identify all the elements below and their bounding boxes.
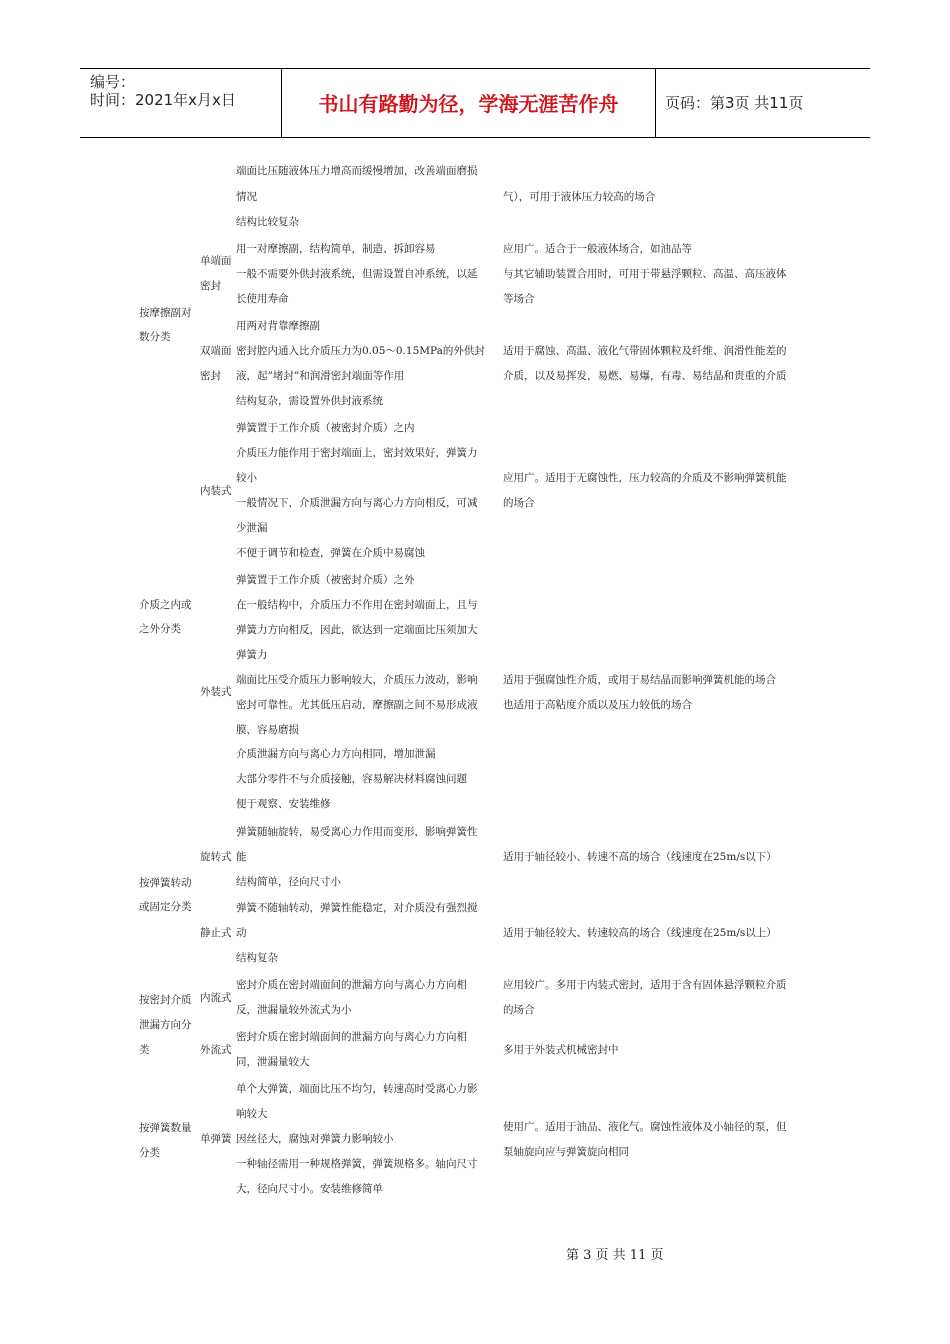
feature-line: 一般情况下，介质泄漏方向与离心力方向相反，可减 — [236, 497, 478, 509]
feature-line: 结构简单，径向尺寸小 — [236, 876, 341, 888]
application-line: 的场合 — [503, 497, 535, 509]
feature-line: 结构复杂 — [236, 952, 278, 964]
category-label: 按弹簧转动 — [139, 877, 192, 889]
document-date: 时间：2021年x月x日 — [90, 91, 236, 109]
application-line: 适用于轴径较小、转速不高的场合（线速度在25m/s以下） — [503, 851, 777, 863]
application-line: 也适用于高粘度介质以及压力较低的场合 — [503, 699, 692, 711]
feature-line: 便于观察、安装维修 — [236, 798, 331, 810]
category-label: 分类 — [139, 1147, 160, 1159]
type-label: 密封 — [200, 370, 221, 382]
type-label: 内装式 — [200, 485, 232, 497]
application-line: 介质，以及易挥发，易燃、易爆，有毒、易结晶和贵重的介质 — [503, 370, 787, 382]
footer-page-number: 第 3 页 共 11 页 — [566, 1248, 664, 1263]
application-line: 泵轴旋向应与弹簧旋向相同 — [503, 1146, 629, 1158]
feature-line: 密封介质在密封端面间的泄漏方向与离心力方向相 — [236, 979, 467, 991]
feature-line: 一种轴径需用一种规格弹簧，弹簧规格多。轴向尺寸 — [236, 1158, 478, 1170]
type-label: 旋转式 — [200, 851, 232, 863]
feature-line: 大部分零件不与介质接触，容易解决材料腐蚀问题 — [236, 773, 467, 785]
application-line: 适用于强腐蚀性介质，或用于易结晶而影响弹簧机能的场合 — [503, 674, 776, 686]
feature-line: 膜，容易磨损 — [236, 724, 299, 736]
application-line: 适用于腐蚀、高温、液化气带固体颗粒及纤维、润滑性能差的 — [503, 345, 787, 357]
feature-line: 在一般结构中，介质压力不作用在密封端面上，且与 — [236, 599, 478, 611]
feature-line: 密封可靠性。尤其低压启动，摩擦副之间不易形成液 — [236, 699, 478, 711]
feature-line: 动 — [236, 927, 247, 939]
feature-line: 液，起”堵封”和润滑密封端面等作用 — [236, 370, 405, 382]
category-label: 介质之内或 — [139, 599, 192, 611]
category-label: 数分类 — [139, 331, 171, 343]
application-line: 应用广。适合于一般液体场合，如油品等 — [503, 243, 692, 255]
type-label: 外流式 — [200, 1044, 232, 1056]
feature-line: 弹簧不随轴转动，弹簧性能稳定，对介质没有强烈搅 — [236, 902, 478, 914]
type-label: 静止式 — [200, 927, 232, 939]
category-label: 或固定分类 — [139, 901, 192, 913]
category-label: 之外分类 — [139, 623, 181, 635]
feature-line: 因丝径大，腐蚀对弹簧力影响较小 — [236, 1133, 394, 1145]
application-line: 气），可用于液体压力较高的场合 — [503, 191, 656, 203]
type-label: 内流式 — [200, 992, 232, 1004]
header-divider — [655, 69, 656, 137]
type-label: 密封 — [200, 280, 221, 292]
feature-line: 弹簧随轴旋转，易受离心力作用而变形，影响弹簧性 — [236, 826, 478, 838]
category-label: 泄漏方向分 — [139, 1019, 192, 1031]
application-line: 多用于外装式机械密封中 — [503, 1044, 619, 1056]
feature-line: 一般不需要外供封液系统，但需设置自冲系统，以延 — [236, 268, 478, 280]
feature-line: 较小 — [236, 472, 257, 484]
feature-line: 响较大 — [236, 1108, 268, 1120]
feature-line: 结构比较复杂 — [236, 216, 299, 228]
feature-line: 密封腔内通入比介质压力为0.05～0.15MPa的外供封 — [236, 345, 485, 357]
feature-line: 用两对背靠摩擦副 — [236, 320, 320, 332]
feature-line: 用一对摩擦副，结构简单，制造、拆卸容易 — [236, 243, 436, 255]
category-label: 类 — [139, 1044, 150, 1056]
feature-line: 弹簧力方向相反，因此，欲达到一定端面比压须加大 — [236, 624, 478, 636]
feature-line: 不便于调节和检查，弹簧在介质中易腐蚀 — [236, 547, 425, 559]
feature-line: 密封介质在密封端面间的泄漏方向与离心力方向相 — [236, 1031, 467, 1043]
application-line: 与其它辅助装置合用时，可用于带悬浮颗粒、高温、高压液体 — [503, 268, 787, 280]
feature-line: 情况 — [236, 191, 257, 203]
application-line: 应用广。适用于无腐蚀性，压力较高的介质及不影响弹簧机能 — [503, 472, 787, 484]
application-line: 应用较广。多用于内装式密封，适用于含有固体悬浮颗粒介质 — [503, 979, 787, 991]
application-line: 适用于轴径较大、转速较高的场合（线速度在25m/s以上） — [503, 927, 777, 939]
application-line: 等场合 — [503, 293, 535, 305]
feature-line: 介质压力能作用于密封端面上，密封效果好，弹簧力 — [236, 447, 478, 459]
feature-line: 反，泄漏量较外流式为小 — [236, 1004, 352, 1016]
feature-line: 结构复杂，需设置外供封液系统 — [236, 395, 383, 407]
type-label: 双端面 — [200, 345, 232, 357]
application-line: 的场合 — [503, 1004, 535, 1016]
feature-line: 端面比压受介质压力影响较大，介质压力波动，影响 — [236, 674, 478, 686]
document-header — [80, 68, 870, 138]
category-label: 按摩擦副对 — [139, 307, 192, 319]
type-label: 单端面 — [200, 255, 232, 267]
category-label: 按弹簧数量 — [139, 1122, 192, 1134]
feature-line: 弹簧置于工作介质（被密封介质）之外 — [236, 574, 415, 586]
category-label: 按密封介质 — [139, 994, 192, 1006]
feature-line: 弹簧力 — [236, 649, 268, 661]
feature-line: 少泄漏 — [236, 522, 268, 534]
feature-line: 单个大弹簧，端面比压不均匀，转速高时受离心力影 — [236, 1083, 478, 1095]
feature-line: 大，径向尺寸小。安装维修简单 — [236, 1183, 383, 1195]
header-motto: 书山有路勤为径，学海无涯苦作舟 — [318, 92, 619, 116]
feature-line: 同，泄漏量较大 — [236, 1056, 310, 1068]
feature-line: 端面比压随液体压力增高而缓慢增加，改善端面磨损 — [236, 165, 478, 177]
type-label: 外装式 — [200, 686, 232, 698]
application-line: 使用广。适用于油品、液化气。腐蚀性液体及小轴径的泵，但 — [503, 1121, 787, 1133]
feature-line: 能 — [236, 851, 247, 863]
feature-line: 介质泄漏方向与离心力方向相同，增加泄漏 — [236, 748, 436, 760]
header-page-number: 页码：第3页 共11页 — [665, 94, 804, 112]
feature-line: 长使用寿命 — [236, 293, 289, 305]
feature-line: 弹簧置于工作介质（被密封介质）之内 — [236, 422, 415, 434]
type-label: 单弹簧 — [200, 1133, 232, 1145]
document-code-label: 编号： — [90, 73, 136, 91]
